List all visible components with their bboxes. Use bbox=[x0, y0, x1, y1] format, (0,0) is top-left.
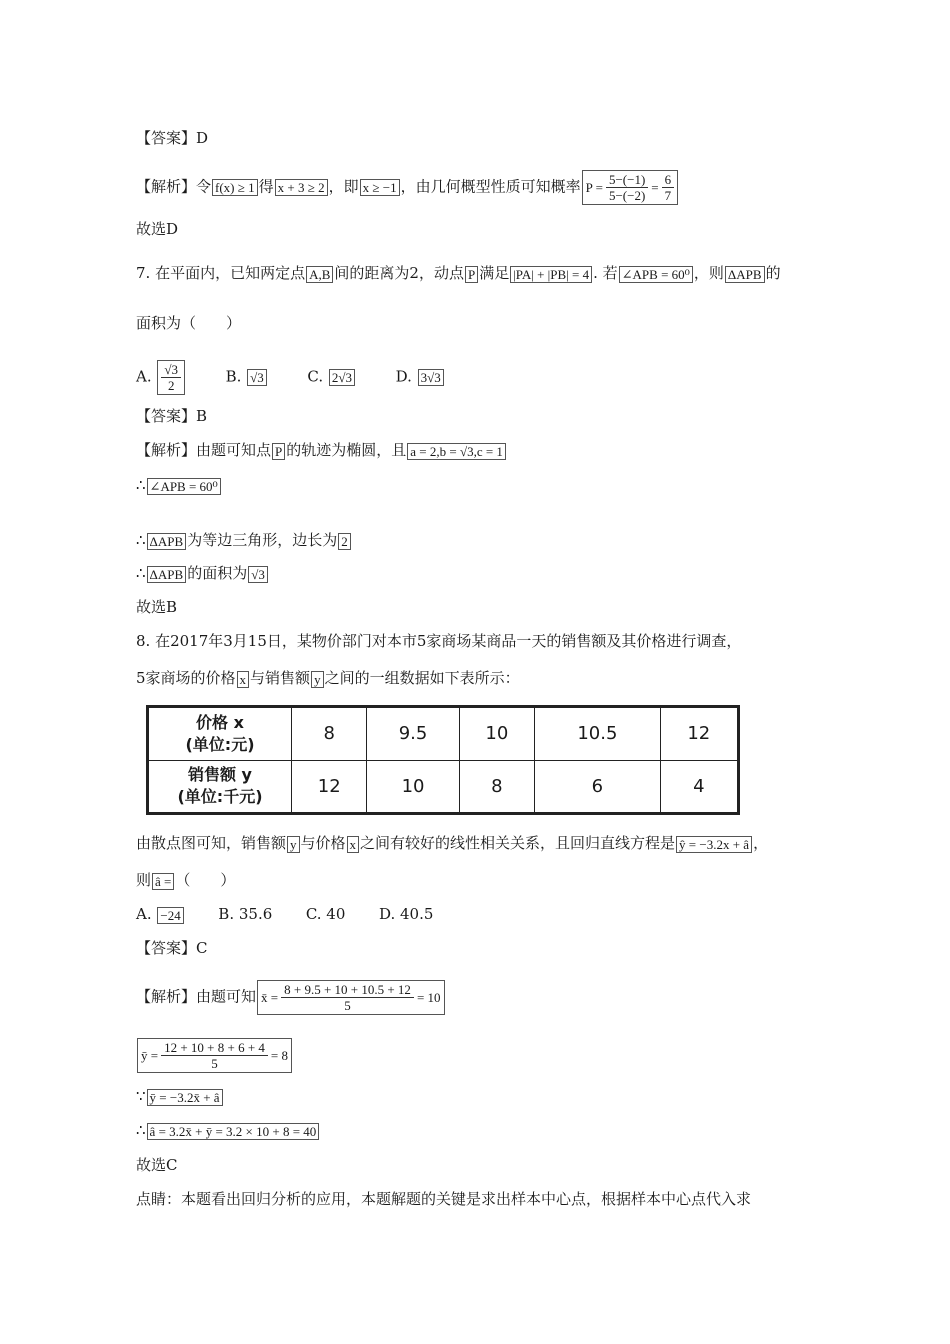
option-b: B. 35.6 bbox=[218, 905, 273, 923]
math-regression-mean: ȳ = −3.2x̄ + â bbox=[147, 1089, 223, 1106]
q7-analysis-2 bbox=[136, 475, 222, 495]
option-b-value: √3 bbox=[247, 369, 267, 386]
text: 由散点图可知，销售额 bbox=[136, 834, 287, 852]
math-fx: f(x) ≥ 1 bbox=[212, 179, 258, 196]
q8-conclusion: 故选C bbox=[136, 1156, 178, 1174]
math-x: x bbox=[237, 671, 250, 688]
q8-analysis-4 bbox=[136, 1120, 320, 1140]
math-area: √3 bbox=[248, 566, 268, 583]
q7-analysis-1 bbox=[136, 440, 507, 460]
option-b-label: B. bbox=[225, 367, 242, 386]
q6-conclusion: 故选D bbox=[136, 220, 179, 238]
math-point-p: P bbox=[272, 443, 285, 460]
math-x-mean bbox=[257, 980, 445, 1015]
text: 间的距离为2，动点 bbox=[334, 264, 464, 282]
math-a-hat-calc: â = 3.2x̄ + ȳ = 3.2 × 10 + 8 = 40 bbox=[147, 1123, 320, 1140]
math-angle: ∠APB = 60⁰ bbox=[619, 266, 693, 283]
q7-analysis-3 bbox=[136, 530, 352, 550]
data-table bbox=[146, 705, 740, 815]
text: 得 bbox=[258, 177, 274, 196]
row-header-sales bbox=[148, 760, 292, 814]
table-cell: 12 bbox=[292, 760, 367, 814]
numerator: 6 bbox=[662, 172, 675, 188]
text: 的 bbox=[765, 264, 781, 282]
numerator: 8 + 9.5 + 10 + 10.5 + 12 bbox=[281, 982, 414, 998]
numerator: 5−(−1) bbox=[606, 172, 648, 188]
math-regression-eq: ŷ = −3.2x + â bbox=[676, 836, 752, 853]
table-cell: 8 bbox=[292, 707, 367, 761]
header-unit: (单位:元) bbox=[185, 734, 255, 754]
fraction bbox=[281, 982, 414, 1013]
text: 5家商场的价格 bbox=[136, 669, 236, 687]
therefore-symbol: ∴ bbox=[136, 531, 146, 549]
option-d: D. 40.5 bbox=[378, 905, 434, 923]
x-mean-label: x̄ = bbox=[261, 989, 279, 1005]
q8-answer: 【答案】C bbox=[136, 939, 208, 957]
therefore-symbol: ∴ bbox=[136, 1121, 146, 1139]
text: ，即 bbox=[328, 177, 359, 196]
table-cell: 10.5 bbox=[535, 707, 660, 761]
analysis-label: 【解析】令 bbox=[136, 177, 212, 196]
fraction bbox=[606, 172, 648, 203]
q8-stem-1: 8. 在2017年3月15日，某物价部门对本市5家商场某商品一天的销售额及其价格进行调查， bbox=[136, 632, 742, 650]
table-cell: 6 bbox=[535, 760, 660, 814]
table-cell: 10 bbox=[367, 760, 459, 814]
q7-options bbox=[136, 360, 445, 395]
text: 之间的一组数据如下表所示： bbox=[324, 669, 520, 687]
math-points: A,B bbox=[306, 266, 333, 283]
text: . 若 bbox=[593, 264, 618, 282]
numerator: 12 + 10 + 8 + 6 + 4 bbox=[161, 1040, 268, 1056]
therefore-symbol: ∴ bbox=[136, 564, 146, 582]
text: 与销售额 bbox=[250, 669, 311, 687]
math-triangle: ΔAPB bbox=[147, 566, 187, 583]
option-d-value: 3√3 bbox=[418, 369, 444, 386]
y-mean-label: ȳ = bbox=[141, 1047, 159, 1063]
text: 则 bbox=[136, 871, 152, 889]
math-ineq: x + 3 ≥ 2 bbox=[275, 179, 328, 196]
equals: = bbox=[651, 179, 659, 195]
q8-stem-3 bbox=[136, 833, 768, 853]
q8-options bbox=[136, 904, 433, 924]
table-cell: 10 bbox=[459, 707, 534, 761]
option-c-label: C. bbox=[307, 367, 324, 386]
text: 的轨迹为椭圆，且 bbox=[286, 441, 407, 459]
math-point-p: P bbox=[465, 266, 478, 283]
text: ，由几何概型性质可知概率 bbox=[400, 177, 581, 196]
math-distance-sum: |PA| + |PB| = 4 bbox=[510, 266, 592, 283]
option-a-label: A. bbox=[136, 905, 152, 923]
header-unit: (单位:千元) bbox=[177, 787, 263, 807]
because-symbol: ∵ bbox=[136, 1087, 146, 1105]
table-row-price bbox=[148, 707, 739, 761]
math-angle: ∠APB = 60⁰ bbox=[147, 478, 221, 495]
option-c: C. 40 bbox=[305, 905, 346, 923]
math-x-range: x ≥ −1 bbox=[360, 179, 400, 196]
fraction-result bbox=[662, 172, 675, 203]
table-cell: 9.5 bbox=[367, 707, 459, 761]
text: 7. 在平面内，已知两定点 bbox=[136, 264, 306, 282]
result: = 8 bbox=[270, 1047, 289, 1063]
q8-comment: 点睛：本题看出回归分析的应用，本题解题的关键是求出样本中心点，根据样本中心点代入求 bbox=[136, 1190, 752, 1208]
q8-analysis-2 bbox=[136, 1038, 293, 1073]
table-cell: 8 bbox=[459, 760, 534, 814]
q8-stem-4 bbox=[136, 870, 235, 890]
text: 【解析】由题可知 bbox=[136, 987, 257, 1006]
fraction bbox=[161, 1040, 268, 1071]
fraction bbox=[161, 362, 181, 393]
denominator: 5 bbox=[344, 998, 351, 1013]
denominator: 2 bbox=[167, 378, 175, 393]
math-y: y bbox=[287, 836, 300, 853]
text: 之间有较好的线性相关关系，且回归直线方程是 bbox=[360, 834, 676, 852]
header-line: 销售额 y bbox=[187, 765, 252, 785]
numerator: √3 bbox=[161, 362, 181, 378]
math-side-length: 2 bbox=[338, 533, 351, 550]
table-cell: 12 bbox=[660, 707, 738, 761]
option-a-value bbox=[157, 360, 185, 395]
q7-stem-cont: 面积为（ ） bbox=[136, 314, 242, 332]
denominator: 7 bbox=[664, 188, 672, 203]
q7-answer: 【答案】B bbox=[136, 407, 208, 425]
therefore-symbol: ∴ bbox=[136, 476, 146, 494]
q8-analysis-1 bbox=[136, 980, 446, 1015]
denominator: 5−(−2) bbox=[608, 188, 646, 203]
text: ， bbox=[753, 834, 769, 852]
result: = 10 bbox=[416, 989, 441, 1005]
math-triangle: ΔAPB bbox=[147, 533, 187, 550]
math-ellipse-params: a = 2,b = √3,c = 1 bbox=[407, 443, 506, 460]
q7-analysis-4 bbox=[136, 563, 269, 583]
text: 与价格 bbox=[300, 834, 346, 852]
row-header-price bbox=[148, 707, 292, 761]
probability-formula bbox=[582, 170, 679, 205]
denominator: 5 bbox=[211, 1056, 218, 1071]
text: 【解析】由题可知点 bbox=[136, 441, 272, 459]
q7-conclusion: 故选B bbox=[136, 598, 178, 616]
table-cell: 4 bbox=[660, 760, 738, 814]
text: 满足 bbox=[479, 264, 510, 282]
q8-analysis-3 bbox=[136, 1086, 224, 1106]
math-a-hat: â = bbox=[152, 873, 174, 890]
q7-stem bbox=[136, 263, 781, 283]
option-c-value: 2√3 bbox=[329, 369, 355, 386]
math-x: x bbox=[347, 836, 360, 853]
header-line: 价格 x bbox=[196, 712, 244, 732]
text: ，则 bbox=[693, 264, 724, 282]
math-y: y bbox=[311, 671, 324, 688]
text: 为等边三角形，边长为 bbox=[187, 531, 338, 549]
text: （ ） bbox=[175, 871, 236, 889]
math-y-mean bbox=[137, 1038, 292, 1073]
table-row-sales bbox=[148, 760, 739, 814]
math-triangle: ΔAPB bbox=[725, 266, 765, 283]
q6-answer: 【答案】D bbox=[136, 129, 209, 147]
q6-analysis bbox=[136, 170, 679, 205]
text: 的面积为 bbox=[187, 564, 248, 582]
p-label: P = bbox=[585, 179, 603, 195]
option-a-value: −24 bbox=[157, 907, 183, 924]
q8-stem-2 bbox=[136, 668, 520, 688]
option-d-label: D. bbox=[395, 367, 412, 386]
option-a-label: A. bbox=[136, 367, 152, 386]
